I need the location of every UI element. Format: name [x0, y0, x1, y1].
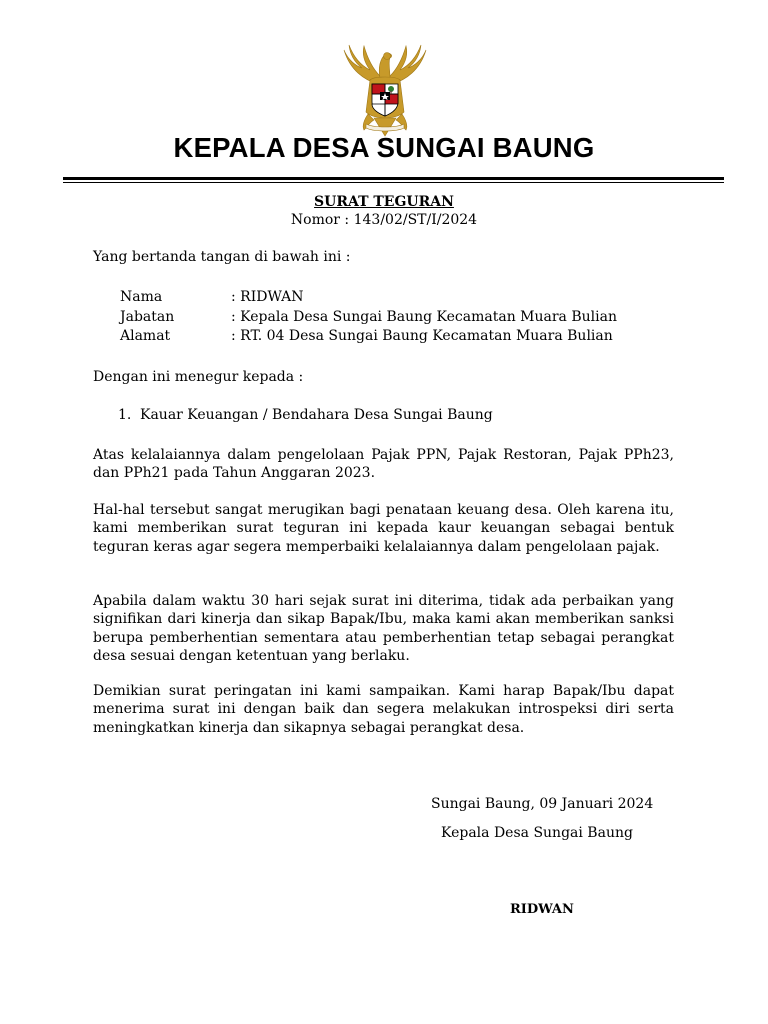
letter-number: Nomor : 143/02/ST/I/2024 [290, 212, 478, 228]
body-paragraph: Hal-hal tersebut sangat merugikan bagi penataan keuang desa. Oleh karena itu, kami memberikan surat teguran ini kepada kaur keuangan sebagai bentuk teguran keras agar segera memperbaiki kelalaiannya dalam pengelolaan pajak. [93, 502, 674, 555]
letterhead-divider-thin [63, 182, 724, 183]
body-paragraph: Apabila dalam waktu 30 hari sejak surat ini diterima, tidak ada perbaikan yang signifikan dari kinerja dan sikap Bapak/Ibu, maka kami akan memberikan sanksi berupa pemberhentian sementara atau pemberhentian tetap sebagai perangkat desa sesuai dengan ketentuan yang berlaku. [93, 593, 674, 664]
body-paragraph: Atas kelalaiannya dalam pengelolaan Pajak PPN, Pajak Restoran, Pajak PPh23, dan PPh21 pada Tahun Anggaran 2023. [93, 447, 674, 482]
body-paragraph: Demikian surat peringatan ini kami sampaikan. Kami harap Bapak/Ibu dapat menerima surat ini dengan baik dan segera melakukan introspeksi diri serta meningkatkan kinerja dan sikapnya sebagai perangkat desa. [93, 683, 674, 736]
signatory-label: Jabatan [120, 309, 175, 325]
reprimand-intro: Dengan ini menegur kepada : [93, 369, 304, 385]
signatory-value: : RT. 04 Desa Sungai Baung Kecamatan Muara Bulian [231, 328, 613, 344]
place-date: Sungai Baung, 09 Januari 2024 [431, 796, 654, 812]
letter-title: SURAT TEGURAN [314, 194, 454, 210]
recipient-number: 1. [118, 407, 132, 423]
garuda-pancasila-emblem-icon [334, 40, 436, 140]
letterhead-divider-thick [63, 177, 724, 180]
letterhead-title: KEPALA DESA SUNGAI BAUNG [173, 132, 595, 163]
signer-name: RIDWAN [510, 902, 574, 917]
signatory-label: Nama [120, 289, 163, 305]
signer-title: Kepala Desa Sungai Baung [441, 825, 633, 841]
signatory-value: : Kepala Desa Sungai Baung Kecamatan Muara Bulian [231, 309, 617, 325]
recipient-text: Kauar Keuangan / Bendahara Desa Sungai Baung [140, 407, 493, 423]
signatory-label: Alamat [120, 328, 171, 344]
opening-line: Yang bertanda tangan di bawah ini : [93, 249, 351, 265]
signatory-value: : RIDWAN [231, 289, 304, 305]
